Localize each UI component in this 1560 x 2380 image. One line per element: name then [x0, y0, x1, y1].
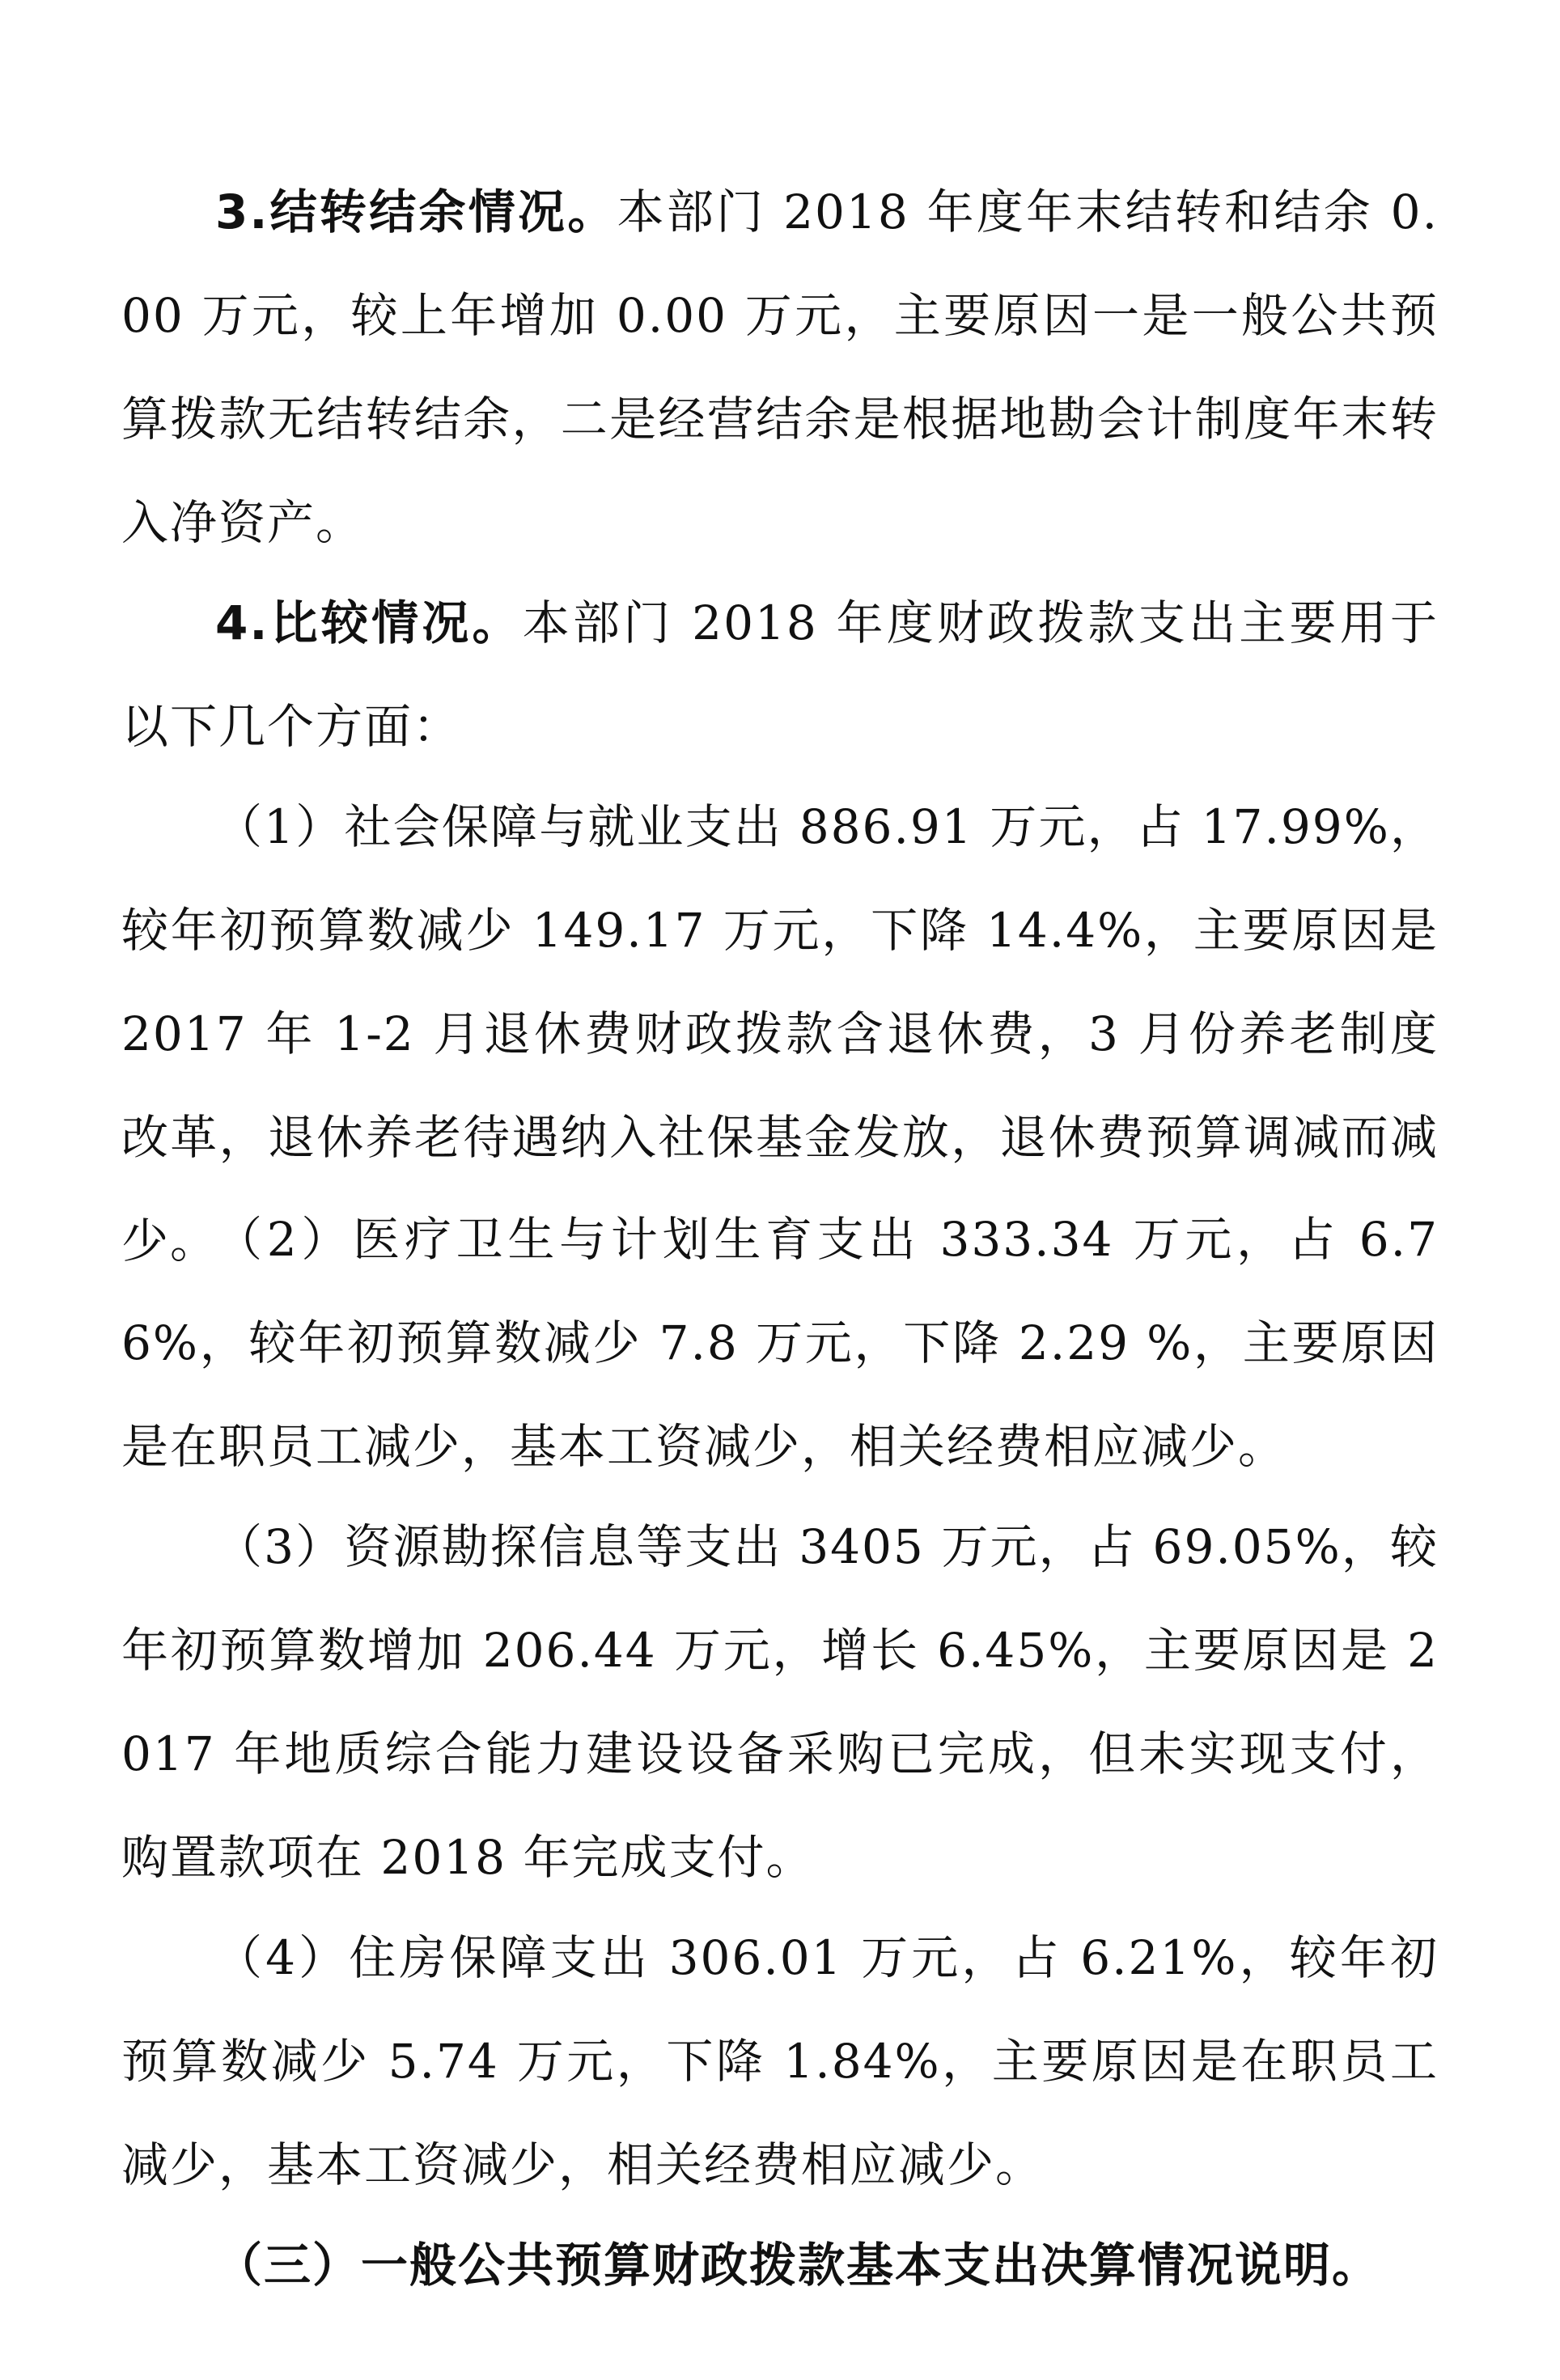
paragraph-text: （4）住房保障支出 306.01 万元，占 6.21%，较年初预算数减少 5.74 万元，下降 1.84%，主要原因是在职员工减少，基本工资减少，相关经费相应减少。	[121, 1930, 1439, 2192]
section-heading: （三）一般公共预算财政拨款基本支出决算情况说明。	[215, 2238, 1381, 2293]
paragraph-heading: 3.结转结余情况。	[215, 184, 617, 239]
paragraph-text: （2）医疗卫生与计划生育支出 333.34 万元，占 6.76%，较年初预算数减少 7.8 万元，下降 2.29 %，主要原因是在职员工减少，基本工资减少，相关经费相应减少。	[121, 1212, 1439, 1474]
paragraph-resource-exploration	[121, 1495, 1439, 1909]
paragraph-comparison	[121, 571, 1439, 778]
section-heading-basic-expenditure	[121, 2213, 1439, 2317]
paragraph-text: （1）社会保障与就业支出 886.91 万元，占 17.99%，较年初预算数减少 149.17 万元，下降 14.4%，主要原因是 2017 年 1-2 月退休费财政拨款含退休费，3 月份养老制度改革，退休养老待遇纳入社保基金发放，退休费预算调减而减少。	[121, 799, 1439, 1268]
paragraph-text: 本部门 2018 年度年末结转和结余 0.00 万元，较上年增加 0.00 万元，主要原因一是一般公共预算拨款无结转结余，二是经营结余是根据地勘会计制度年末转入净资产。	[121, 184, 1439, 550]
paragraph-carryover-balance	[121, 160, 1439, 574]
paragraph-housing-security	[121, 1906, 1439, 2217]
paragraph-heading: 4.比较情况。	[215, 595, 523, 650]
paragraph-text: 本部门 2018 年度财政拨款支出主要用于以下几个方面：	[121, 595, 1439, 754]
paragraph-medical-health	[121, 1188, 1439, 1498]
paragraph-text: （3）资源勘探信息等支出 3405 万元，占 69.05%，较年初预算数增加 206.44 万元，增长 6.45%，主要原因是 2017 年地质综合能力建设设备采购已完成，但未实现支付，购置款项在 2018 年完成支付。	[121, 1519, 1439, 1885]
